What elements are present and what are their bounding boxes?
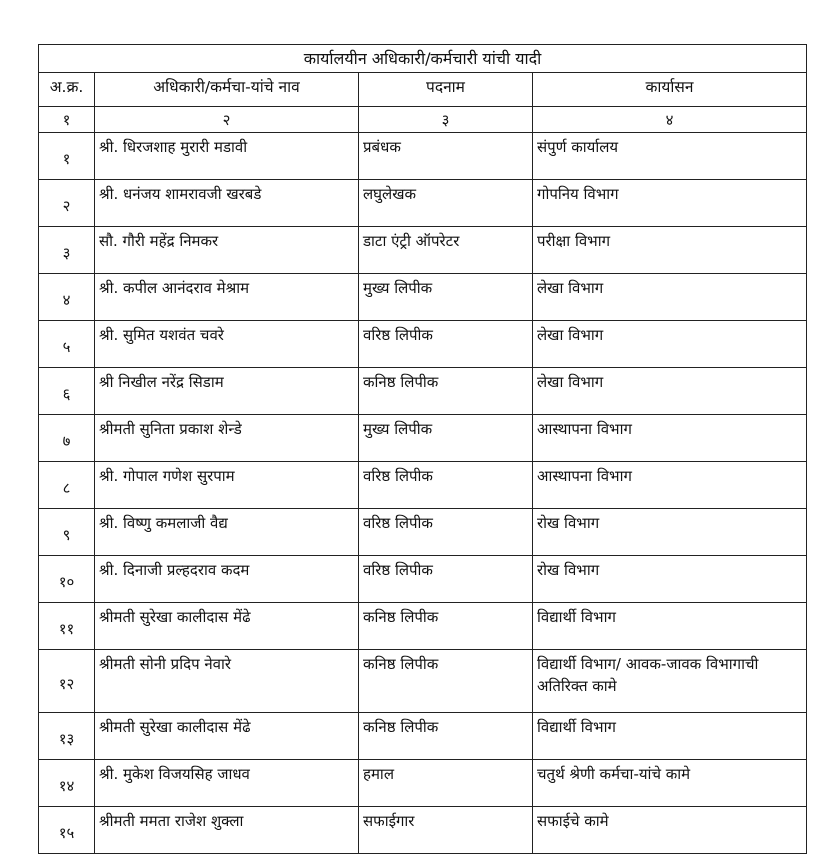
table-row: [39, 509, 807, 556]
employee-name-cell: श्री. विष्णु कमलाजी वैद्य: [95, 509, 359, 556]
designation-cell: लघुलेखक: [359, 180, 533, 227]
column-number-1: १: [39, 107, 95, 133]
serial-number-cell: ७: [39, 415, 95, 462]
header-section: कार्यासन: [533, 73, 807, 107]
employee-name-cell: श्री निखील नरेंद्र सिडाम: [95, 368, 359, 415]
employee-name-cell: श्री. धिरजशाह मुरारी मडावी: [95, 133, 359, 180]
employee-name-cell: श्रीमती सोनी प्रदिप नेवारे: [95, 650, 359, 713]
column-number-3: ३: [359, 107, 533, 133]
employee-name-cell: श्री. दिनाजी प्रल्हदराव कदम: [95, 556, 359, 603]
column-number-row: [39, 107, 807, 133]
section-cell: संपुर्ण कार्यालय: [533, 133, 807, 180]
section-cell: लेखा विभाग: [533, 321, 807, 368]
designation-cell: डाटा एंट्री ऑपरेटर: [359, 227, 533, 274]
serial-number-cell: ४: [39, 274, 95, 321]
header-designation: पदनाम: [359, 73, 533, 107]
table-row: [39, 274, 807, 321]
table-row: [39, 713, 807, 760]
serial-number-cell: ८: [39, 462, 95, 509]
table-row: [39, 462, 807, 509]
column-number-4: ४: [533, 107, 807, 133]
column-number-2: २: [95, 107, 359, 133]
employee-name-cell: श्रीमती सुनिता प्रकाश शेन्डे: [95, 415, 359, 462]
serial-number-cell: १३: [39, 713, 95, 760]
serial-number-cell: ५: [39, 321, 95, 368]
table-title-row: [39, 45, 807, 73]
designation-cell: वरिष्ठ लिपीक: [359, 462, 533, 509]
serial-number-cell: ३: [39, 227, 95, 274]
serial-number-cell: २: [39, 180, 95, 227]
table-row: [39, 603, 807, 650]
designation-cell: वरिष्ठ लिपीक: [359, 556, 533, 603]
table-row: [39, 807, 807, 854]
employee-name-cell: श्री. धनंजय शामरावजी खरबडे: [95, 180, 359, 227]
staff-table: [38, 44, 807, 854]
section-cell: गोपनिय विभाग: [533, 180, 807, 227]
table-row: [39, 650, 807, 713]
employee-name-cell: श्रीमती सुरेखा कालीदास मेंढे: [95, 713, 359, 760]
designation-cell: कनिष्ठ लिपीक: [359, 650, 533, 713]
table-row: [39, 368, 807, 415]
designation-cell: सफाईगार: [359, 807, 533, 854]
employee-name-cell: सौ. गौरी महेंद्र निमकर: [95, 227, 359, 274]
designation-cell: प्रबंधक: [359, 133, 533, 180]
designation-cell: वरिष्ठ लिपीक: [359, 509, 533, 556]
column-header-row: [39, 73, 807, 107]
serial-number-cell: ६: [39, 368, 95, 415]
section-cell: रोख विभाग: [533, 556, 807, 603]
table-row: [39, 321, 807, 368]
designation-cell: हमाल: [359, 760, 533, 807]
table-row: [39, 760, 807, 807]
employee-name-cell: श्रीमती सुरेखा कालीदास मेंढे: [95, 603, 359, 650]
designation-cell: कनिष्ठ लिपीक: [359, 713, 533, 760]
serial-number-cell: १५: [39, 807, 95, 854]
table-row: [39, 556, 807, 603]
designation-cell: कनिष्ठ लिपीक: [359, 368, 533, 415]
staff-list-document: [38, 44, 807, 854]
table-row: [39, 133, 807, 180]
table-row: [39, 227, 807, 274]
section-cell: आस्थापना विभाग: [533, 415, 807, 462]
employee-name-cell: श्री. सुमित यशवंत चवरे: [95, 321, 359, 368]
table-row: [39, 415, 807, 462]
section-cell: आस्थापना विभाग: [533, 462, 807, 509]
employee-name-cell: श्रीमती ममता राजेश शुक्ला: [95, 807, 359, 854]
table-row: [39, 180, 807, 227]
section-cell: विद्यार्थी विभाग: [533, 603, 807, 650]
designation-cell: मुख्य लिपीक: [359, 415, 533, 462]
designation-cell: वरिष्ठ लिपीक: [359, 321, 533, 368]
header-serial-no: अ.क्र.: [39, 73, 95, 107]
section-cell: परीक्षा विभाग: [533, 227, 807, 274]
serial-number-cell: ९: [39, 509, 95, 556]
serial-number-cell: ११: [39, 603, 95, 650]
section-cell: लेखा विभाग: [533, 368, 807, 415]
serial-number-cell: १: [39, 133, 95, 180]
section-cell: लेखा विभाग: [533, 274, 807, 321]
serial-number-cell: १४: [39, 760, 95, 807]
table-title: कार्यालयीन अधिकारी/कर्मचारी यांची यादी: [39, 45, 807, 73]
employee-name-cell: श्री. कपील आनंदराव मेश्राम: [95, 274, 359, 321]
section-cell: सफाईचे कामे: [533, 807, 807, 854]
section-cell: विद्यार्थी विभाग: [533, 713, 807, 760]
designation-cell: कनिष्ठ लिपीक: [359, 603, 533, 650]
header-name: अधिकारी/कर्मचा-यांचे नाव: [95, 73, 359, 107]
section-cell: रोख विभाग: [533, 509, 807, 556]
employee-name-cell: श्री. गोपाल गणेश सुरपाम: [95, 462, 359, 509]
serial-number-cell: १०: [39, 556, 95, 603]
employee-name-cell: श्री. मुकेश विजयसिह जाधव: [95, 760, 359, 807]
section-cell: विद्यार्थी विभाग/ आवक-जावक विभागाची अतिरिक्त कामे: [533, 650, 807, 713]
designation-cell: मुख्य लिपीक: [359, 274, 533, 321]
section-cell: चतुर्थ श्रेणी कर्मचा-यांचे कामे: [533, 760, 807, 807]
serial-number-cell: १२: [39, 650, 95, 713]
